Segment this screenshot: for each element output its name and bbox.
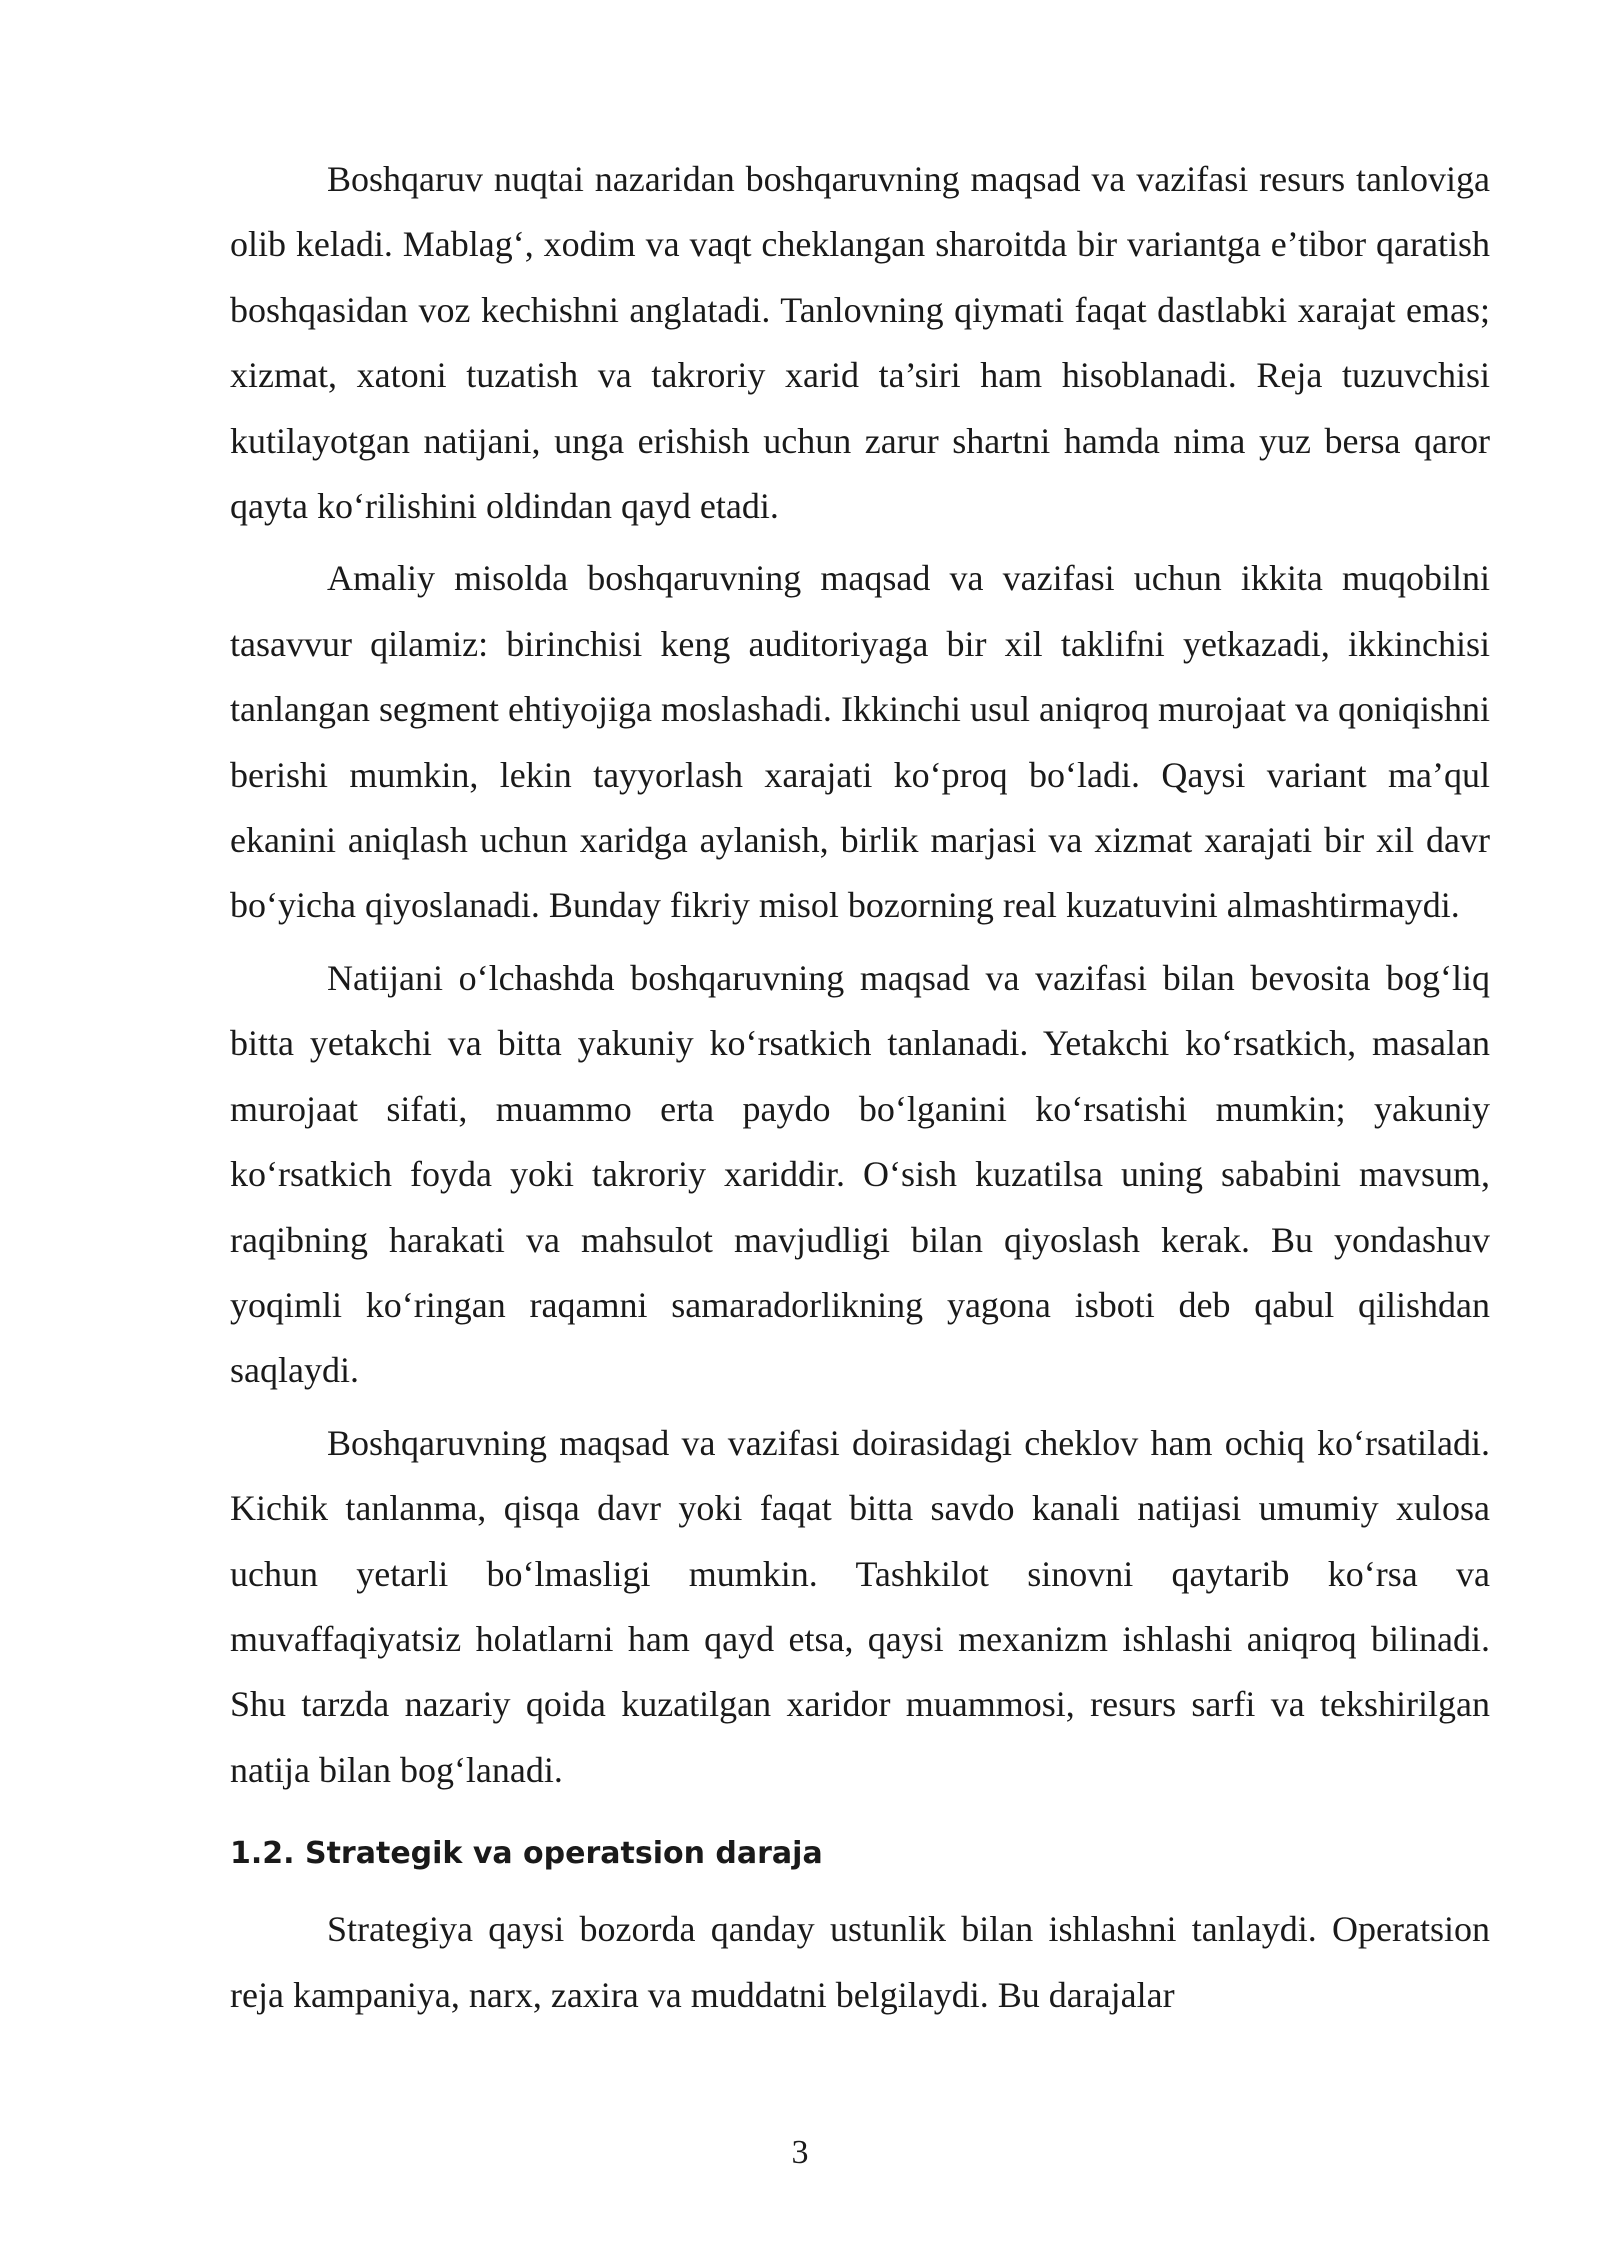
page-number: 3: [791, 2134, 809, 2171]
body-paragraph-2: Amaliy misolda boshqaruvning maqsad va vazifasi uchun ikkita muqobilni tasavvur qilamiz: birinchisi keng auditoriyaga bir xil taklifni yetkazadi, ikkinchisi tanlangan segment ehtiyojiga moslashadi. Ikkinchi usul aniqroq murojaat va qoniqishni berishi mumkin, lekin tayyorlash xarajati ko‘proq bo‘ladi. Qaysi variant ma’qul ekanini aniqlash uchun xaridga aylanish, birlik marjasi va xizmat xarajati bir xil davr bo‘yicha qiyoslanadi. Bunday fikriy misol bozorning real kuzatuvini almashtirmaydi.: [230, 558, 1490, 926]
section-heading: 1.2. Strategik va operatsion daraja: [230, 1836, 823, 1872]
body-paragraph-5: Strategiya qaysi bozorda qanday ustunlik bilan ishlashni tanlaydi. Operatsion reja kampaniya, narx, zaxira va muddatni belgilaydi. Bu darajalar: [230, 1909, 1490, 2015]
body-paragraph-1: Boshqaruv nuqtai nazaridan boshqaruvning maqsad va vazifasi resurs tanloviga olib keladi. Mablag‘, xodim va vaqt cheklangan sharoitda bir variantga e’tibor qaratish boshqasidan voz kechishni anglatadi. Tanlovning qiymati faqat dastlabki xarajat emas; xizmat, xatoni tuzatish va takroriy xarid ta’siri ham hisoblanadi. Reja tuzuvchisi kutilayotgan natijani, unga erishish uchun zarur shartni hamda nima yuz bersa qaror qayta ko‘rilishini oldindan qayd etadi.: [230, 159, 1490, 527]
page-body: [230, 147, 1490, 2035]
body-paragraph-4: Boshqaruvning maqsad va vazifasi doirasidagi cheklov ham ochiq ko‘rsatiladi. Kichik tanlanma, qisqa davr yoki faqat bitta savdo kanali natijasi umumiy xulosa uchun yetarli bo‘lmasligi mumkin. Tashkilot sinovni qaytarib ko‘rsa va muvaffaqiyatsiz holatlarni ham qayd etsa, qaysi mexanizm ishlashi aniqroq bilinadi. Shu tarzda nazariy qoida kuzatilgan xaridor muammosi, resurs sarfi va tekshirilgan natija bilan bog‘lanadi.: [230, 1422, 1490, 1790]
body-paragraph-3: Natijani o‘lchashda boshqaruvning maqsad va vazifasi bilan bevosita bog‘liq bitta yetakchi va bitta yakuniy ko‘rsatkich tanlanadi. Yetakchi ko‘rsatkich, masalan murojaat sifati, muammo erta paydo bo‘lganini ko‘rsatishi mumkin; yakuniy ko‘rsatkich foyda yoki takroriy xariddir. O‘sish kuzatilsa uning sababini mavsum, raqibning harakati va mahsulot mavjudligi bilan qiyoslash kerak. Bu yondashuv yoqimli ko‘ringan raqamni samaradorlikning yagona isboti deb qabul qilishdan saqlaydi.: [230, 957, 1490, 1391]
